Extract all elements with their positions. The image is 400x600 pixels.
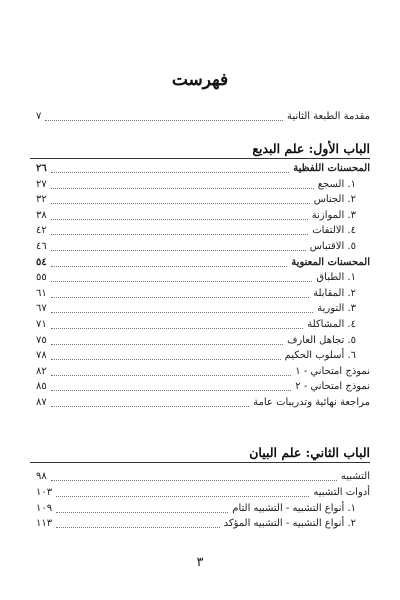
toc-entry-page: ١٠٩ <box>36 502 53 514</box>
toc-entry-page: ٢٦ <box>36 163 47 174</box>
toc-entry-label: ٣. الموازنة <box>311 209 356 221</box>
toc-entry[interactable] <box>36 193 370 207</box>
toc-entry-label: ٤. المشاكلة <box>307 319 356 330</box>
toc-entry-page: ٧٨ <box>36 350 47 362</box>
toc-entry[interactable] <box>36 318 370 332</box>
leader-dots <box>45 119 283 121</box>
leader-dots <box>51 233 308 235</box>
toc-entry-page: ٧٥ <box>36 334 47 346</box>
leader-dots <box>51 311 314 313</box>
toc-entry-page: ٢٧ <box>36 178 47 190</box>
toc-entry-label: أدوات التشبيه <box>313 486 370 498</box>
toc-entry-label: ١. أنواع التشبيه - التشبيه التام <box>232 502 356 514</box>
toc-entry-label: المحسنات المعنوية <box>291 256 370 268</box>
part-heading-bayan: الباب الثاني: علم البيان <box>30 445 370 463</box>
toc-entry[interactable] <box>36 334 370 348</box>
page-number: ٣ <box>196 555 204 570</box>
toc-entry-page: ٥٤ <box>36 256 47 268</box>
toc-entry-page: ١١٣ <box>36 518 53 530</box>
leader-dots <box>51 479 337 481</box>
toc-entry[interactable] <box>36 178 370 192</box>
toc-entry[interactable] <box>36 349 370 363</box>
toc-entry-page: ٥٥ <box>36 272 47 284</box>
toc-entry-page: ٨٧ <box>36 397 47 408</box>
leader-dots <box>51 405 249 407</box>
toc-entry-page: ٨٥ <box>36 381 47 393</box>
toc-entry-label: ٦. أسلوب الحكيم <box>284 350 356 362</box>
toc-entry-label: مراجعة نهائية وتدريبات عامة <box>253 397 370 408</box>
toc-entry-label: المحسنات اللفظية <box>293 163 370 174</box>
leader-dots <box>56 511 228 513</box>
leader-dots <box>51 202 310 204</box>
toc-entry-page: ٨٢ <box>36 365 47 377</box>
toc-entry-label: ٥. الاقتباس <box>309 241 356 252</box>
part-heading-badi: الباب الأول: علم البديع <box>30 141 370 159</box>
toc-entry-page: ١٠٣ <box>36 486 53 498</box>
leader-dots <box>51 218 308 220</box>
toc-entry-page: ٧١ <box>36 319 47 330</box>
toc-entry-label: ٢. أنواع التشبيه - التشبيه المؤكد <box>223 518 356 530</box>
leader-dots <box>56 495 309 497</box>
leader-dots <box>51 358 281 360</box>
leader-dots <box>51 171 290 173</box>
leader-dots <box>51 296 309 298</box>
toc-entry-page: ٤٢ <box>36 225 47 237</box>
toc-entry-label: ٢. الجناس <box>313 194 356 206</box>
leader-dots <box>51 327 304 329</box>
leader-dots <box>51 343 283 345</box>
toc-entry[interactable] <box>36 365 370 379</box>
leader-dots <box>51 280 313 282</box>
toc-entry[interactable] <box>36 396 370 410</box>
toc-entry-page: ٣٢ <box>36 194 47 206</box>
toc-entry[interactable] <box>36 271 370 285</box>
leader-dots <box>56 526 219 528</box>
toc-entry-label: نموذج امتحاني - ١ <box>295 365 370 377</box>
toc-entry[interactable] <box>36 486 370 500</box>
toc-entry-label: التشبيه <box>340 471 370 482</box>
toc-entry[interactable] <box>36 209 370 223</box>
leader-dots <box>51 265 288 267</box>
toc-entry[interactable] <box>36 240 370 254</box>
toc-entry-page: ٦٧ <box>36 303 47 315</box>
leader-dots <box>51 187 314 189</box>
toc-entry[interactable] <box>36 224 370 238</box>
toc-entry-label: مقدمة الطبعة الثانية <box>286 111 370 122</box>
toc-entry[interactable] <box>36 380 370 394</box>
toc-entry[interactable] <box>36 502 370 516</box>
toc-entry-label: ١. السجع <box>317 178 356 190</box>
leader-dots <box>51 374 292 376</box>
toc-entry-label: ٥. تجاهل العارف <box>287 334 356 346</box>
toc-entry[interactable] <box>36 256 370 270</box>
leader-dots <box>51 249 306 251</box>
toc-entry[interactable] <box>36 162 370 176</box>
toc-entry-page: ٩٨ <box>36 471 47 482</box>
toc-entry[interactable] <box>36 470 370 484</box>
toc-entry[interactable] <box>36 302 370 316</box>
toc-entry-page: ٦١ <box>36 287 47 299</box>
toc-entry[interactable] <box>36 287 370 301</box>
toc-entry-label: ٣. التورية <box>317 303 356 315</box>
toc-entry-page: ٣٨ <box>36 209 47 221</box>
toc-entry-label: ٤. الالتفات <box>312 225 356 237</box>
toc-entry-intro[interactable] <box>36 110 370 124</box>
toc-entry-label: نموذج امتحاني - ٢ <box>295 381 370 393</box>
toc-entry-label: ٢. المقابلة <box>313 287 356 299</box>
toc-entry-page: ٤٦ <box>36 241 47 252</box>
toc-entry[interactable] <box>36 517 370 531</box>
leader-dots <box>51 389 292 391</box>
page-title: فهرست <box>171 70 229 90</box>
toc-entry-label: ١. الطباق <box>316 272 356 284</box>
toc-entry-page: ٧ <box>36 111 42 122</box>
